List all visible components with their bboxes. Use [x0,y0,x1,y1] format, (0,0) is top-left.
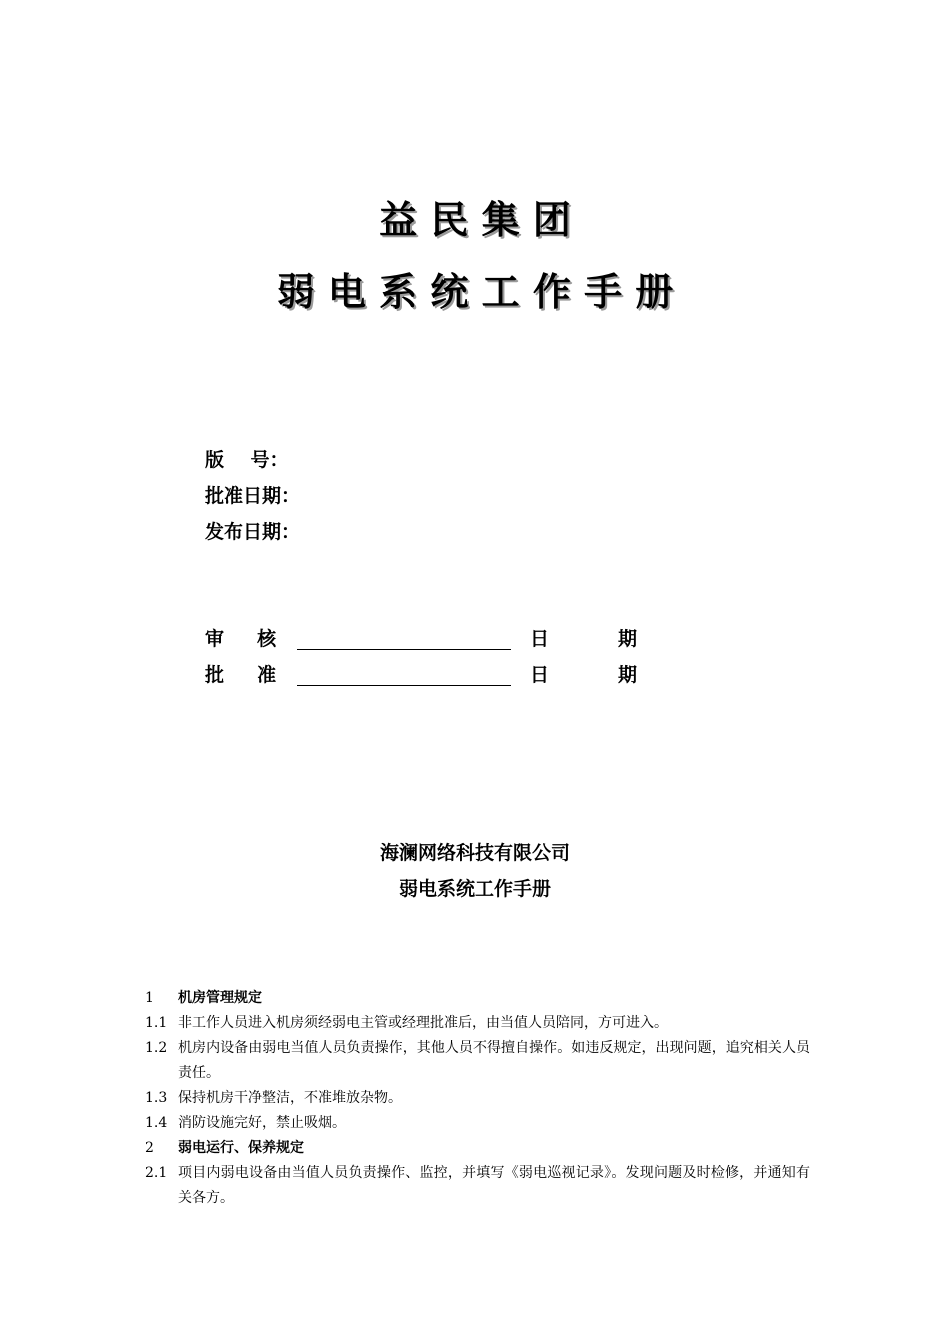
item-text: 项目内弱电设备由当值人员负责操作、监控，并填写《弱电巡视记录》。发现问题及时检修，并通知有关各方。 [178,1165,810,1206]
review-signature-line [297,649,511,650]
approve-date-char-2: 期 [618,664,638,686]
version-label: 版 号： [205,449,289,471]
item-number: 1.2 [145,1040,168,1056]
item-text: 保持机房干净整洁，不准堆放杂物。 [178,1090,402,1106]
section-title: 弱电运行、保养规定 [178,1140,304,1156]
list-item [145,1161,810,1211]
section-number: 1 [145,990,154,1006]
cover-title-manual: 弱 电 系 统 工 作 手 册 [276,270,674,314]
list-item [145,1111,810,1136]
approve-date-char-1: 日 [530,664,550,686]
approve-row [205,663,665,691]
cover-title-group: 益 民 集 团 [379,198,571,242]
item-text: 消防设施完好，禁止吸烟。 [178,1115,346,1131]
approve-label: 批 准 [205,664,277,686]
section-heading [145,1136,810,1161]
item-text: 机房内设备由弱电当值人员负责操作，其他人员不得擅自操作。如违反规定，出现问题，追究相关人员责任。 [178,1040,810,1081]
review-label: 审 核 [205,628,277,650]
item-number: 2.1 [145,1165,168,1181]
item-number: 1.4 [145,1115,168,1131]
company-name: 海澜网络科技有限公司 [379,842,570,864]
approve-signature-line [297,685,511,686]
section-number: 2 [145,1140,154,1156]
list-item [145,1036,810,1086]
review-row [205,627,665,655]
review-date-char-2: 期 [618,628,638,650]
review-date-char-1: 日 [530,628,550,650]
item-number: 1.3 [145,1090,168,1106]
section-title: 机房管理规定 [178,990,262,1006]
approve-date-label: 批准日期： [205,485,301,507]
list-item [145,1086,810,1111]
item-text: 非工作人员进入机房须经弱电主管或经理批准后，由当值人员陪同，方可进入。 [178,1015,668,1031]
publish-date-label: 发布日期： [205,521,301,543]
list-item [145,1011,810,1036]
document-body [145,986,810,1211]
section-heading [145,986,810,1011]
item-number: 1.1 [145,1015,168,1031]
manual-name: 弱电系统工作手册 [398,878,551,900]
